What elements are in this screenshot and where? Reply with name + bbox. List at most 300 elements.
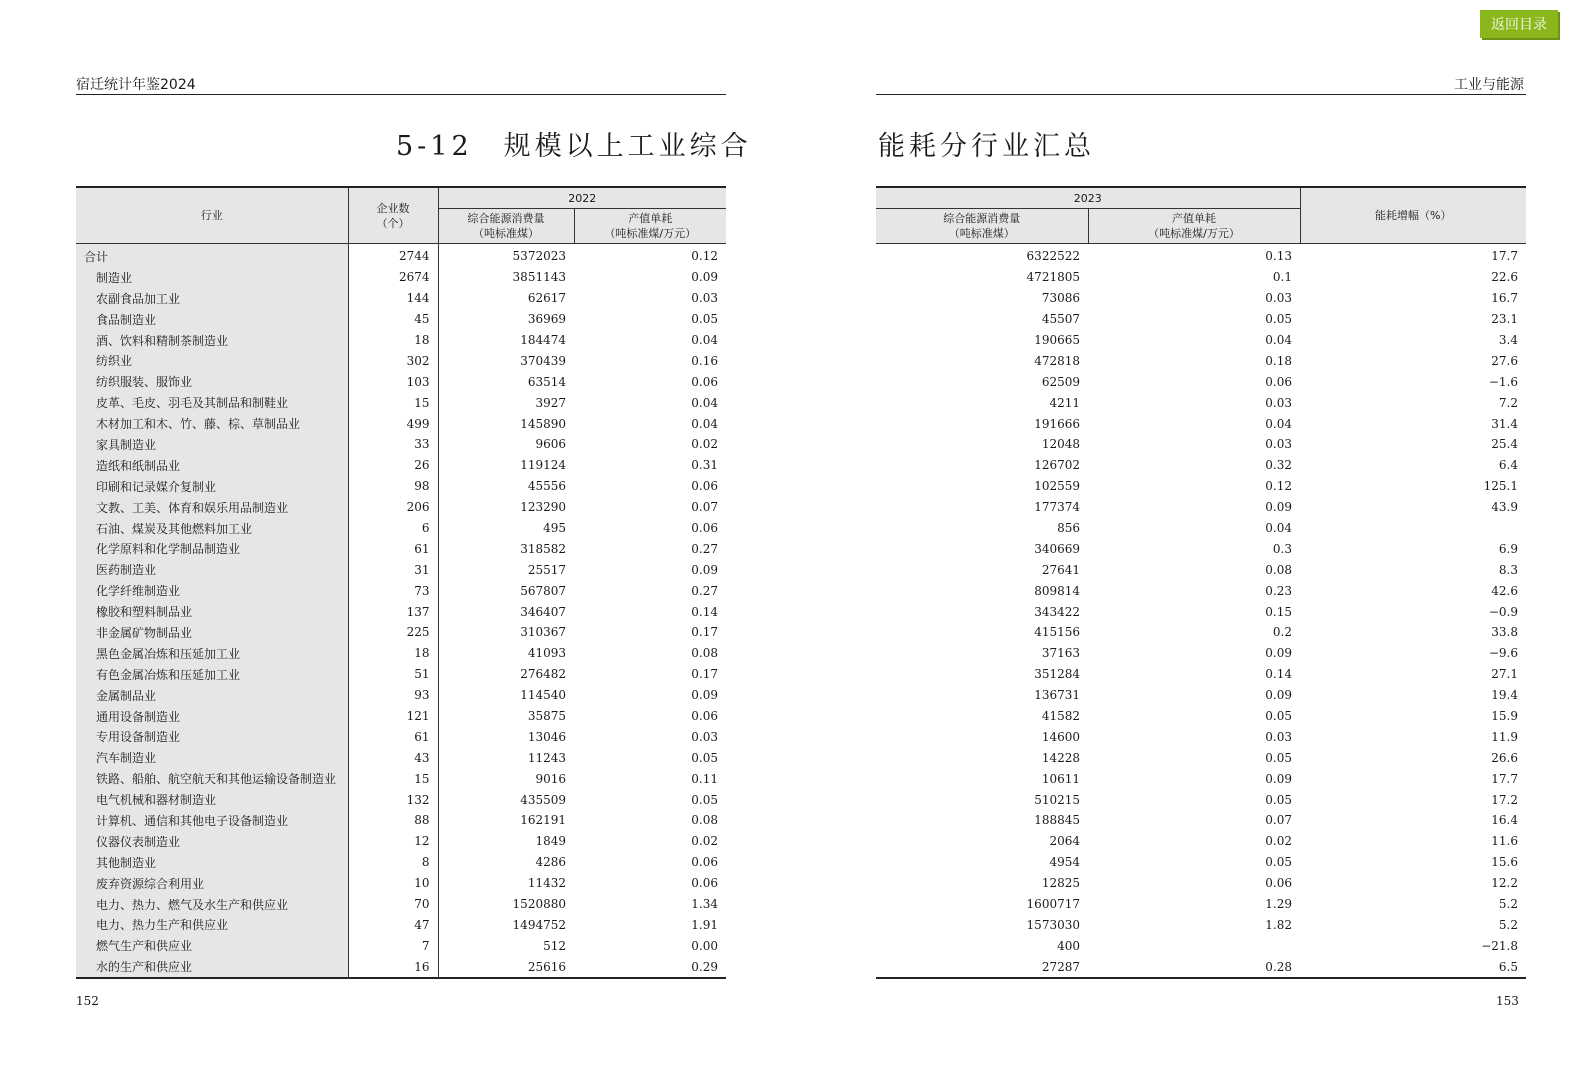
unit-consumption-2023-cell: 0.15 <box>1265 604 1292 619</box>
unit-consumption-2023-cell: 0.04 <box>1265 333 1292 347</box>
table-row <box>876 580 1526 601</box>
energy-2022-cell: 1494752 <box>438 915 574 936</box>
table-row <box>76 894 726 915</box>
energy-2022-cell: 3927 <box>438 392 574 413</box>
unit-consumption-2023-cell: 0.02 <box>1265 834 1292 849</box>
energy-growth-cell: 6.5 <box>1498 959 1518 974</box>
table-row <box>76 288 726 309</box>
energy-2023-cell: 856 <box>1057 521 1080 536</box>
energy-growth-cell: −1.6 <box>1488 374 1518 389</box>
industry-cell: 木材加工和木、竹、藤、棕、草制品业 <box>76 413 348 434</box>
unit-consumption-2023-cell: 0.04 <box>1265 416 1292 431</box>
yearbook-header: 宿迁统计年鉴2024 <box>76 77 196 93</box>
energy-growth-cell: 23.1 <box>1491 312 1518 327</box>
energy-2023-cell: 190665 <box>1034 333 1080 347</box>
unit-consumption-2022-cell: 0.08 <box>691 813 718 828</box>
table-row <box>876 685 1526 706</box>
table-row <box>876 559 1526 580</box>
header-year-2023: 2023 <box>876 187 1300 209</box>
enterprise-count-cell: 225 <box>348 622 438 643</box>
unit-consumption-2022-cell: 0.07 <box>691 500 718 515</box>
unit-consumption-2023-cell: 0.05 <box>1265 709 1292 724</box>
table-row <box>76 538 726 559</box>
enterprise-count-cell: 61 <box>348 538 438 559</box>
unit-consumption-2022-cell: 0.06 <box>691 855 718 870</box>
energy-2022-cell: 276482 <box>438 664 574 685</box>
table-row <box>76 915 726 936</box>
energy-2022-cell: 184474 <box>438 330 574 351</box>
energy-growth-cell: 11.6 <box>1491 834 1518 849</box>
enterprise-count-cell: 6 <box>348 518 438 539</box>
table-row <box>876 622 1526 643</box>
unit-consumption-2023-cell: 0.05 <box>1265 750 1292 765</box>
enterprise-count-cell: 10 <box>348 873 438 894</box>
energy-growth-cell: 19.4 <box>1491 688 1518 703</box>
energy-2023-cell: 188845 <box>1034 813 1080 828</box>
unit-consumption-2023-cell: 1.29 <box>1265 897 1292 912</box>
table-row <box>76 476 726 497</box>
energy-2022-cell: 25616 <box>438 956 574 978</box>
energy-growth-cell: 125.1 <box>1483 479 1518 494</box>
page-number-left: 152 <box>76 994 99 1008</box>
energy-2023-cell: 73086 <box>1041 291 1080 306</box>
table-row <box>876 497 1526 518</box>
enterprise-count-cell: 2674 <box>348 267 438 288</box>
enterprise-count-cell: 88 <box>348 810 438 831</box>
unit-consumption-2023-cell: 0.3 <box>1272 541 1292 556</box>
energy-growth-cell: 31.4 <box>1491 416 1518 431</box>
table-row <box>76 371 726 392</box>
unit-consumption-2023-cell: 0.09 <box>1265 500 1292 515</box>
back-to-contents-button[interactable]: 返回目录 <box>1480 10 1558 38</box>
unit-consumption-2022-cell: 0.04 <box>691 416 718 431</box>
table-row <box>876 538 1526 559</box>
energy-2022-cell: 123290 <box>438 497 574 518</box>
unit-consumption-2023-cell: 0.13 <box>1265 249 1292 264</box>
table-row <box>76 413 726 434</box>
energy-growth-cell: 11.9 <box>1491 729 1518 744</box>
enterprise-count-cell: 43 <box>348 747 438 768</box>
page-number-right: 153 <box>1496 994 1519 1008</box>
unit-consumption-2022-cell: 0.06 <box>691 709 718 724</box>
energy-2022-cell: 346407 <box>438 601 574 622</box>
unit-consumption-2022-cell: 0.06 <box>691 374 718 389</box>
unit-consumption-2022-cell: 0.16 <box>691 353 718 368</box>
table-row <box>76 267 726 288</box>
table-title-part1: 5-12 规模以上工业综合 <box>396 131 752 162</box>
table-row <box>876 726 1526 747</box>
industry-cell: 废弃资源综合利用业 <box>76 873 348 894</box>
table-row <box>876 392 1526 413</box>
energy-2022-cell: 62617 <box>438 288 574 309</box>
energy-growth-cell: 22.6 <box>1491 270 1518 285</box>
unit-consumption-2023-cell: 0.03 <box>1265 437 1292 452</box>
unit-consumption-2022-cell: 0.04 <box>691 395 718 410</box>
unit-consumption-2023-cell: 0.28 <box>1265 959 1292 974</box>
unit-consumption-2023-cell: 0.14 <box>1265 667 1292 682</box>
industry-cell: 制造业 <box>76 267 348 288</box>
unit-consumption-2023-cell: 0.04 <box>1265 521 1292 536</box>
table-row <box>76 330 726 351</box>
energy-2022-cell: 4286 <box>438 852 574 873</box>
table-row <box>876 831 1526 852</box>
unit-consumption-2023-cell: 0.05 <box>1265 855 1292 870</box>
industry-cell: 铁路、船舶、航空航天和其他运输设备制造业 <box>76 768 348 789</box>
energy-2023-cell: 102559 <box>1034 479 1080 494</box>
table-row <box>876 267 1526 288</box>
energy-2023-cell: 12048 <box>1041 437 1080 452</box>
table-row <box>876 935 1526 956</box>
table-row <box>76 789 726 810</box>
energy-growth-cell: 6.9 <box>1498 541 1518 556</box>
industry-cell: 酒、饮料和精制茶制造业 <box>76 330 348 351</box>
unit-consumption-2023-cell: 0.09 <box>1265 688 1292 703</box>
table-row <box>876 956 1526 978</box>
enterprise-count-cell: 93 <box>348 685 438 706</box>
industry-cell: 其他制造业 <box>76 852 348 873</box>
enterprise-count-cell: 8 <box>348 852 438 873</box>
unit-consumption-2022-cell: 0.08 <box>691 646 718 661</box>
energy-growth-cell: 25.4 <box>1491 437 1518 452</box>
industry-cell: 专用设备制造业 <box>76 726 348 747</box>
enterprise-count-cell: 18 <box>348 643 438 664</box>
industry-cell: 农副食品加工业 <box>76 288 348 309</box>
energy-2022-cell: 13046 <box>438 726 574 747</box>
unit-consumption-2022-cell: 0.03 <box>691 729 718 744</box>
energy-2022-cell: 310367 <box>438 622 574 643</box>
energy-2023-cell: 6322522 <box>1026 249 1080 264</box>
table-row <box>76 580 726 601</box>
table-row <box>876 476 1526 497</box>
energy-2023-cell: 177374 <box>1034 500 1080 515</box>
industry-cell: 电气机械和器材制造业 <box>76 789 348 810</box>
energy-2023-cell: 136731 <box>1034 688 1080 703</box>
energy-2022-cell: 11243 <box>438 747 574 768</box>
industry-cell: 纺织业 <box>76 350 348 371</box>
industry-cell: 文教、工美、体育和娱乐用品制造业 <box>76 497 348 518</box>
unit-consumption-2023-cell: 0.08 <box>1265 562 1292 577</box>
table-row <box>76 622 726 643</box>
unit-consumption-2022-cell: 1.34 <box>691 897 718 912</box>
unit-consumption-2022-cell: 0.03 <box>691 291 718 306</box>
industry-cell: 家具制造业 <box>76 434 348 455</box>
table-row <box>76 518 726 539</box>
energy-2022-cell: 9016 <box>438 768 574 789</box>
energy-2023-cell: 400 <box>1057 938 1080 953</box>
unit-consumption-2023-cell: 1.82 <box>1265 917 1292 932</box>
energy-2022-cell: 36969 <box>438 309 574 330</box>
industry-cell: 仪器仪表制造业 <box>76 831 348 852</box>
enterprise-count-cell: 132 <box>348 789 438 810</box>
table-row <box>876 309 1526 330</box>
industry-cell: 化学原料和化学制品制造业 <box>76 538 348 559</box>
unit-consumption-2022-cell: 0.11 <box>691 771 718 786</box>
industry-cell: 皮革、毛皮、羽毛及其制品和制鞋业 <box>76 392 348 413</box>
energy-2023-cell: 2064 <box>1049 834 1080 849</box>
energy-2022-cell: 45556 <box>438 476 574 497</box>
industry-cell: 化学纤维制造业 <box>76 580 348 601</box>
energy-2022-cell: 3851143 <box>438 267 574 288</box>
unit-consumption-2022-cell: 0.00 <box>691 938 718 953</box>
energy-2022-cell: 5372023 <box>438 244 574 267</box>
energy-2023-cell: 1600717 <box>1026 897 1080 912</box>
industry-cell: 电力、热力、燃气及水生产和供应业 <box>76 894 348 915</box>
energy-growth-cell: −0.9 <box>1488 604 1518 619</box>
table-row <box>876 601 1526 622</box>
energy-2022-cell: 119124 <box>438 455 574 476</box>
energy-growth-cell: 7.2 <box>1498 395 1518 410</box>
unit-consumption-2023-cell: 0.05 <box>1265 312 1292 327</box>
table-row <box>876 810 1526 831</box>
energy-growth-cell: 15.9 <box>1491 709 1518 724</box>
energy-growth-cell: 33.8 <box>1491 625 1518 640</box>
unit-consumption-2022-cell: 0.31 <box>691 458 718 473</box>
header-rule-right <box>876 94 1526 95</box>
energy-2023-cell: 351284 <box>1034 667 1080 682</box>
energy-growth-cell: 3.4 <box>1498 333 1518 347</box>
unit-consumption-2022-cell: 0.29 <box>691 959 718 974</box>
table-row <box>76 685 726 706</box>
unit-consumption-2023-cell: 0.12 <box>1265 479 1292 494</box>
enterprise-count-cell: 144 <box>348 288 438 309</box>
energy-2022-cell: 318582 <box>438 538 574 559</box>
enterprise-count-cell: 16 <box>348 956 438 978</box>
energy-growth-cell: 26.6 <box>1491 750 1518 765</box>
energy-2023-cell: 14600 <box>1041 729 1080 744</box>
unit-consumption-2022-cell: 0.27 <box>691 541 718 556</box>
energy-growth-cell: 27.1 <box>1491 667 1518 682</box>
table-row <box>76 392 726 413</box>
energy-2023-cell: 45507 <box>1041 312 1080 327</box>
table-row <box>76 601 726 622</box>
energy-2023-cell: 126702 <box>1034 458 1080 473</box>
unit-consumption-2022-cell: 0.27 <box>691 583 718 598</box>
table-row <box>876 288 1526 309</box>
unit-consumption-2023-cell: 0.05 <box>1265 792 1292 807</box>
header-industry: 行业 <box>76 187 348 244</box>
table-body-left <box>76 244 726 979</box>
energy-table-left <box>76 186 726 979</box>
unit-consumption-2022-cell: 0.06 <box>691 521 718 536</box>
industry-cell: 金属制品业 <box>76 685 348 706</box>
energy-2022-cell: 35875 <box>438 706 574 727</box>
unit-consumption-2023-cell: 0.09 <box>1265 646 1292 661</box>
table-row <box>876 894 1526 915</box>
table-row <box>876 350 1526 371</box>
header-unit-2023: 产值单耗 （吨标准煤/万元） <box>1088 209 1300 244</box>
unit-consumption-2023-cell: 0.03 <box>1265 291 1292 306</box>
industry-cell: 有色金属冶炼和压延加工业 <box>76 664 348 685</box>
energy-2023-cell: 1573030 <box>1026 917 1080 932</box>
table-row <box>876 706 1526 727</box>
industry-cell: 通用设备制造业 <box>76 706 348 727</box>
industry-cell: 橡胶和塑料制品业 <box>76 601 348 622</box>
unit-consumption-2022-cell: 0.05 <box>691 750 718 765</box>
table-row <box>876 455 1526 476</box>
energy-2023-cell: 4211 <box>1049 395 1080 410</box>
energy-growth-cell: 17.2 <box>1491 792 1518 807</box>
enterprise-count-cell: 7 <box>348 935 438 956</box>
energy-2023-cell: 27641 <box>1041 562 1080 577</box>
table-row <box>76 747 726 768</box>
energy-growth-cell: 16.7 <box>1491 291 1518 306</box>
header-energy-2022: 综合能源消费量 （吨标准煤） <box>438 209 574 244</box>
energy-2022-cell: 63514 <box>438 371 574 392</box>
table-row <box>876 747 1526 768</box>
energy-growth-cell: 5.2 <box>1498 897 1518 912</box>
energy-2022-cell: 567807 <box>438 580 574 601</box>
table-row <box>76 768 726 789</box>
table-body-right <box>876 244 1526 979</box>
unit-consumption-2023-cell: 0.07 <box>1265 813 1292 828</box>
table-row <box>876 852 1526 873</box>
unit-consumption-2023-cell: 0.32 <box>1265 458 1292 473</box>
table-row <box>876 371 1526 392</box>
energy-2023-cell: 510215 <box>1034 792 1080 807</box>
enterprise-count-cell: 121 <box>348 706 438 727</box>
table-row <box>876 413 1526 434</box>
table-row <box>876 915 1526 936</box>
energy-2022-cell: 11432 <box>438 873 574 894</box>
unit-consumption-2022-cell: 0.05 <box>691 312 718 327</box>
energy-growth-cell <box>1300 518 1526 539</box>
energy-2022-cell: 495 <box>438 518 574 539</box>
energy-2022-cell: 145890 <box>438 413 574 434</box>
table-row <box>76 559 726 580</box>
unit-consumption-2022-cell: 0.14 <box>691 604 718 619</box>
header-year-2022: 2022 <box>438 187 726 209</box>
energy-growth-cell: 15.6 <box>1491 855 1518 870</box>
energy-2022-cell: 370439 <box>438 350 574 371</box>
table-row <box>876 244 1526 267</box>
enterprise-count-cell: 70 <box>348 894 438 915</box>
enterprise-count-cell: 15 <box>348 768 438 789</box>
industry-cell: 食品制造业 <box>76 309 348 330</box>
unit-consumption-2022-cell: 0.02 <box>691 437 718 452</box>
energy-growth-cell: 17.7 <box>1491 771 1518 786</box>
energy-2023-cell: 14228 <box>1041 750 1080 765</box>
table-row <box>876 434 1526 455</box>
table-row <box>76 726 726 747</box>
industry-cell: 燃气生产和供应业 <box>76 935 348 956</box>
energy-growth-cell: 5.2 <box>1498 917 1518 932</box>
table-row <box>876 664 1526 685</box>
enterprise-count-cell: 61 <box>348 726 438 747</box>
header-enterprises: 企业数 （个） <box>348 187 438 244</box>
enterprise-count-cell: 2744 <box>348 244 438 267</box>
energy-growth-cell: 6.4 <box>1498 458 1518 473</box>
unit-consumption-2022-cell: 0.05 <box>691 792 718 807</box>
unit-consumption-2022-cell: 0.06 <box>691 876 718 891</box>
energy-2023-cell: 415156 <box>1034 625 1080 640</box>
energy-2023-cell: 41582 <box>1041 709 1080 724</box>
unit-consumption-2022-cell: 0.09 <box>691 562 718 577</box>
enterprise-count-cell: 47 <box>348 915 438 936</box>
table-row <box>76 643 726 664</box>
enterprise-count-cell: 499 <box>348 413 438 434</box>
table-row <box>76 831 726 852</box>
enterprise-count-cell: 45 <box>348 309 438 330</box>
unit-consumption-2023-cell: 0.1 <box>1272 270 1292 285</box>
energy-growth-cell: 43.9 <box>1491 500 1518 515</box>
enterprise-count-cell: 51 <box>348 664 438 685</box>
table-row <box>76 664 726 685</box>
energy-2023-cell: 62509 <box>1041 374 1080 389</box>
energy-growth-cell: 17.7 <box>1491 249 1518 264</box>
table-row <box>76 873 726 894</box>
energy-2022-cell: 512 <box>438 935 574 956</box>
energy-2023-cell: 4721805 <box>1026 270 1080 285</box>
enterprise-count-cell: 31 <box>348 559 438 580</box>
unit-consumption-2023-cell: 0.06 <box>1265 876 1292 891</box>
unit-consumption-2023-cell <box>1088 935 1300 956</box>
table-row <box>876 768 1526 789</box>
energy-2023-cell: 37163 <box>1041 646 1080 661</box>
table-row <box>76 455 726 476</box>
energy-2022-cell: 114540 <box>438 685 574 706</box>
header-rule-left <box>76 94 726 95</box>
unit-consumption-2022-cell: 1.91 <box>691 917 718 932</box>
table-row <box>76 935 726 956</box>
energy-growth-cell: −9.6 <box>1488 646 1518 661</box>
enterprise-count-cell: 12 <box>348 831 438 852</box>
unit-consumption-2022-cell: 0.06 <box>691 479 718 494</box>
industry-cell: 非金属矿物制品业 <box>76 622 348 643</box>
table-row <box>876 789 1526 810</box>
energy-2023-cell: 472818 <box>1034 353 1080 368</box>
industry-cell: 水的生产和供应业 <box>76 956 348 978</box>
enterprise-count-cell: 18 <box>348 330 438 351</box>
energy-growth-cell: 12.2 <box>1491 876 1518 891</box>
industry-cell: 黑色金属冶炼和压延加工业 <box>76 643 348 664</box>
unit-consumption-2022-cell: 0.17 <box>691 625 718 640</box>
unit-consumption-2023-cell: 0.18 <box>1265 353 1292 368</box>
energy-2023-cell: 12825 <box>1041 876 1080 891</box>
table-row <box>76 497 726 518</box>
enterprise-count-cell: 103 <box>348 371 438 392</box>
energy-2023-cell: 10611 <box>1041 771 1080 786</box>
header-growth: 能耗增幅（%） <box>1300 187 1526 244</box>
energy-2023-cell: 343422 <box>1034 604 1080 619</box>
unit-consumption-2022-cell: 0.17 <box>691 667 718 682</box>
table-row <box>76 810 726 831</box>
unit-consumption-2023-cell: 0.23 <box>1265 583 1292 598</box>
table-row <box>876 518 1526 539</box>
energy-2023-cell: 4954 <box>1049 855 1080 870</box>
enterprise-count-cell: 73 <box>348 580 438 601</box>
unit-consumption-2023-cell: 0.03 <box>1265 395 1292 410</box>
industry-cell: 印刷和记录媒介复制业 <box>76 476 348 497</box>
industry-cell: 电力、热力生产和供应业 <box>76 915 348 936</box>
enterprise-count-cell: 98 <box>348 476 438 497</box>
energy-2022-cell: 435509 <box>438 789 574 810</box>
unit-consumption-2022-cell: 0.04 <box>691 333 718 347</box>
industry-cell: 造纸和纸制品业 <box>76 455 348 476</box>
unit-consumption-2022-cell: 0.09 <box>691 270 718 285</box>
energy-2022-cell: 9606 <box>438 434 574 455</box>
energy-2023-cell: 27287 <box>1041 959 1080 974</box>
industry-cell: 纺织服装、服饰业 <box>76 371 348 392</box>
enterprise-count-cell: 302 <box>348 350 438 371</box>
energy-growth-cell: 42.6 <box>1491 583 1518 598</box>
enterprise-count-cell: 137 <box>348 601 438 622</box>
header-energy-2023: 综合能源消费量 （吨标准煤） <box>876 209 1088 244</box>
energy-2023-cell: 809814 <box>1034 583 1080 598</box>
industry-cell: 合计 <box>76 244 348 267</box>
header-unit-2022: 产值单耗 （吨标准煤/万元） <box>574 209 726 244</box>
unit-consumption-2022-cell: 0.02 <box>691 834 718 849</box>
industry-cell: 计算机、通信和其他电子设备制造业 <box>76 810 348 831</box>
